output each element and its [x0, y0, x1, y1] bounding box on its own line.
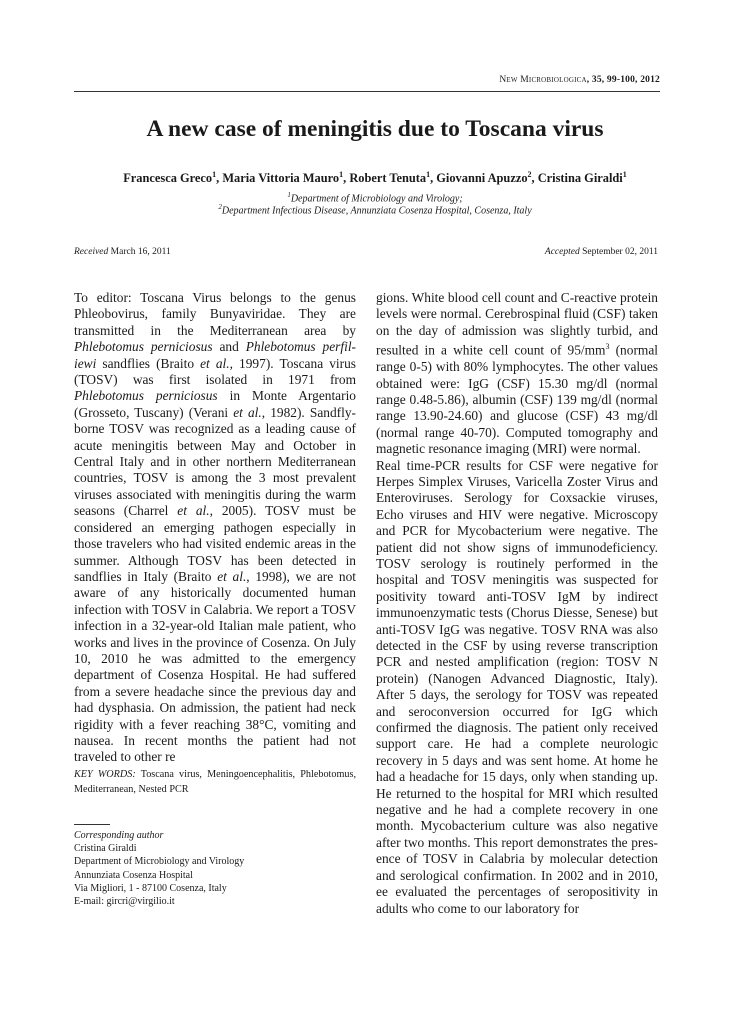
text-run: and: [212, 339, 246, 355]
affiliation-text: Department Infectious Disease, Annunziata Cosenza Hospital, Cosenza, Italy: [221, 205, 532, 217]
journal-name: New Microbiologica: [499, 75, 587, 85]
key-words-label: KEY WORDS:: [74, 769, 136, 780]
author-affil-sup: 1: [426, 170, 431, 179]
author-name: Giovanni Apuzzo: [436, 171, 528, 186]
species-name: Phlebotomus perniciosus: [74, 388, 218, 404]
corresponding-line: Via Migliori, 1 - 87100 Cosenza, Italy: [74, 882, 227, 894]
footnote-rule: [74, 824, 110, 825]
author-name: Maria Vittoria Mauro: [222, 171, 340, 186]
corresponding-line: Department of Microbiology and Virology: [74, 856, 245, 868]
paragraph: [376, 290, 658, 458]
text-run: , 1997). Toscana virus (TOSV) was first isolated in 1971 from: [74, 355, 356, 388]
affiliation-2: [0, 203, 750, 216]
header-rule: [74, 91, 660, 92]
text-run: in Monte Argentario (Grosseto, Tuscany) (Verani: [74, 388, 356, 420]
text-run: sandflies (Braito: [96, 355, 201, 371]
key-words-text: Toscana virus, Meningoencephalitis, Phlebotomus, Mediterranean, Nested PCR: [74, 769, 356, 795]
right-column-body: [376, 290, 658, 917]
journal-details: , 35, 99-100, 2012: [586, 75, 660, 85]
corresponding-line: Annunziata Cosenza Hospital: [74, 869, 193, 881]
article-title: A new case of meningitis due to Toscana virus: [146, 116, 604, 142]
affiliation-text: Department of Microbiology and Virology;: [290, 193, 463, 205]
paragraph: Real time-PCR results for CSF were negative for Herpes Simplex Viruses, Varicella Zoster Virus and Enteroviruses. Serology for Coxsackie viruses, Echo viruses and HIV were negative. Microscopy and PCR for Mycobacterium were negative. The patient did not show signs of immunodeficiency. TOSV serology is routinely performed in the hospital and TOSV meningitis was suspected for positivity toward anti-TOSV IgM by indirect immunoenzymatic tests (Chorus Diesse, Senese) but anti-TOSV IgG was negative. TOSV RNA was also detected in the CSF by using reverse transcription PCR and nested amplification (region: TOSV N protein) (Nanogen Advanced Diagnostic, Italy). After 5 days, the serology for TOSV was repeated and seroconversion occurred for IgG which confirmed the diagnosis. The patient only received support care. He had a complete neurologic recovery in 5 days and was sent home. At home he had a headache for 15 days, only when standing up. He returned to the hospital for MRI which resulted negative and he had a complete recovery in one month. Mycobacterium culture was also negative after two months. This report demonstrates the presence of TOSV in Calabria by molecular detection and serological confirmation. In 2002 and in 2010, ee evaluated the percentages of seropositivity in adults who come to our laboratory for: [376, 457, 658, 916]
corresponding-email: E-mail: gircri@virgilio.it: [74, 896, 175, 908]
accepted-value: September 02, 2011: [582, 247, 658, 257]
corresponding-line: Cristina Giraldi: [74, 843, 137, 855]
citation-etal: et al.: [177, 503, 210, 519]
received-value: March 16, 2011: [110, 247, 171, 257]
running-header: [74, 75, 660, 85]
species-name: Phlebotomus perniciosus: [74, 339, 213, 355]
accepted-label: Accepted: [544, 247, 580, 257]
text-run: , 1998), we are not aware of any historically documented human infection with TOSV in Calabria. We report a TOSV infection in a 32-year-old Italian male patient, who works and lives in the province of Cosenza. On July 10, 2010 he was admitted to the emergency department of Cosenza Hospital. He had suffered from a severe headache since the previous day and had dysphasia. On admission, the patient had neck rigidity with a fever reaching 38°C, vomiting and nausea. In recent months the patient had not traveled to other re: [74, 568, 356, 765]
received-date: [74, 247, 171, 257]
affiliation-sup: 2: [218, 203, 222, 211]
text-run: To editor: Toscana Virus belongs to the genus Phleobovirus, family Bunyaviridae. They are transmitted in the Mediterranean area by: [74, 290, 356, 338]
affiliation-sup: 1: [287, 191, 291, 199]
left-column-body: [74, 290, 356, 766]
received-label: Received: [74, 247, 109, 257]
text-run: , 2005). TOSV must be considered an emerging pathogen especially in those travelers who had visited endemic areas in the summer. Although TOSV has been detected in sandflies in Italy (Braito: [74, 503, 357, 584]
superscript: 3: [605, 342, 610, 352]
corresponding-author-label: Corresponding author: [74, 830, 164, 841]
text-run: gions. White blood cell count and C-reactive protein levels were normal. Cerebrospinal fluid (CSF) taken on the day of admission was slightly turbid, and resulted in a white cell count of 95/mm: [376, 290, 658, 358]
key-words: [74, 768, 356, 797]
author-affil-sup: 1: [212, 170, 217, 179]
author-name: Francesca Greco: [123, 171, 213, 186]
paragraph: [74, 290, 356, 766]
species-name: Phlebotomus perfiliewi: [74, 339, 357, 371]
text-run: (normal range 0-5) with 80% lymphocytes. The other values obtained were: IgG (CSF) 15.30 mg/dl (normal range 0.48-5.86), albumin (CSF) 139 mg/dl (normal range 13.90-24.60) and glucose (CSF) 43 mg/dl (normal range 40-70). Computed tomography and magnetic resonance imaging (MRI) were normal.: [376, 342, 658, 457]
corresponding-author-block: [74, 829, 356, 908]
author-affil-sup: 1: [339, 170, 344, 179]
citation-etal: et al.: [200, 355, 230, 371]
author-affil-sup: 2: [527, 170, 532, 179]
citation-etal: et al.: [233, 404, 262, 420]
author-affil-sup: 1: [622, 170, 627, 179]
author-list: Francesca Greco$^1$, Maria Vittoria Mauro$^1$, Robert Tenuta$^1$, Giovanni Apuzzo$^2$, Cristina Giraldi$^1$: [123, 170, 627, 186]
author-name: Robert Tenuta: [349, 171, 427, 186]
accepted-date: [545, 247, 658, 257]
author-name: Cristina Giraldi: [537, 171, 623, 186]
citation-etal: et al.: [217, 568, 247, 584]
text-run: , 1982). Sandflyborne TOSV was recognized as a leading cause of acute meningitis between May and October in Central Italy and in other northern Mediterranean countries, TOSV is among the 3 most prevalent viruses associated with meningitis during the warm seasons (Charrel: [74, 404, 356, 519]
